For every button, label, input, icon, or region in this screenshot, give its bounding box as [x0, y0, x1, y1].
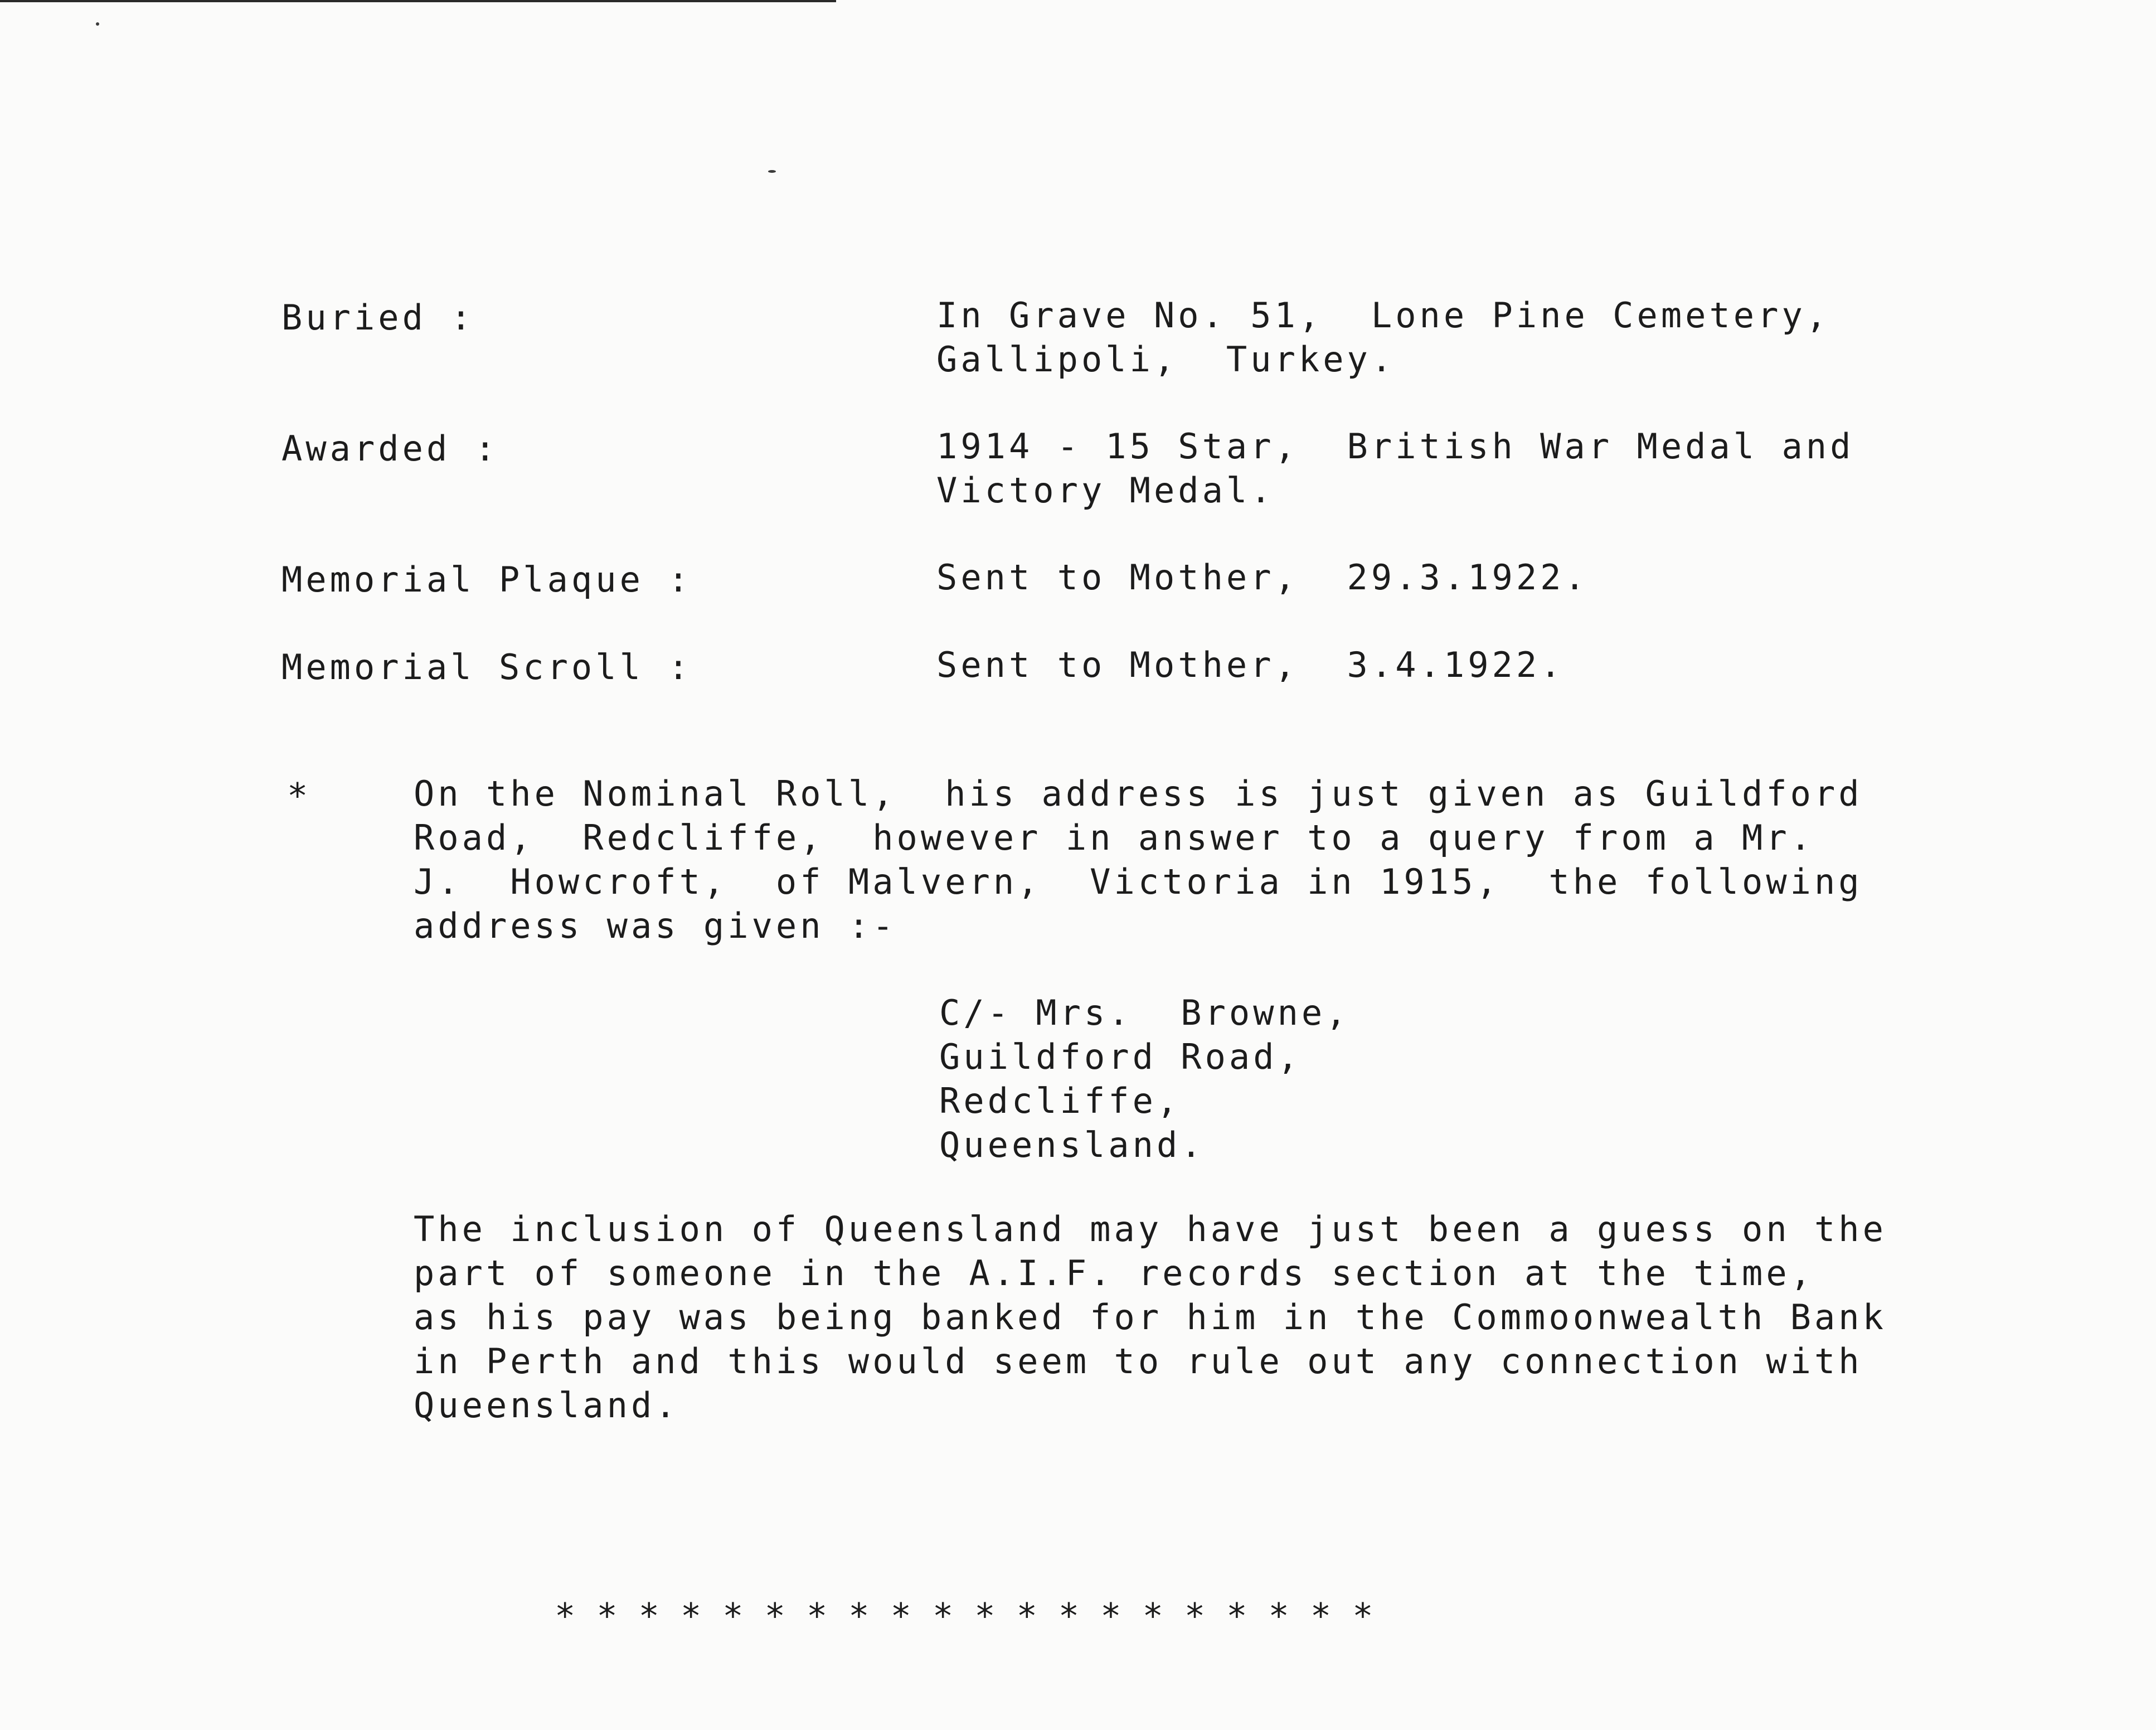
asterisk-divider: ********************	[555, 1596, 1395, 1636]
value-buried-line-2: Gallipoli, Turkey.	[936, 339, 1396, 380]
scan-speck	[768, 170, 776, 173]
address-line-4: Queensland.	[939, 1125, 1205, 1165]
value-awarded-line-2: Victory Medal.	[936, 470, 1275, 511]
top-edge-line	[0, 0, 836, 2]
note-paragraph-line-3: J. Howcroft, of Malvern, Victoria in 1915, the following	[414, 861, 1863, 902]
label-memorial-scroll: Memorial Scroll :	[281, 647, 692, 687]
closing-paragraph-line-3: as his pay was being banked for him in the Commoonwealth Bank	[414, 1297, 1887, 1338]
value-memorial-plaque: Sent to Mother, 29.3.1922.	[936, 557, 1589, 598]
closing-paragraph-line-1: The inclusion of Queensland may have just been a guess on the	[414, 1209, 1887, 1249]
label-awarded: Awarded :	[281, 428, 499, 469]
value-awarded-line-1: 1914 - 15 Star, British War Medal and	[936, 426, 1854, 467]
scan-speck	[96, 22, 99, 26]
value-buried-line-1: In Grave No. 51, Lone Pine Cemetery,	[936, 295, 1830, 336]
label-buried: Buried :	[281, 297, 475, 338]
note-paragraph-line-4: address was given :-	[414, 905, 897, 946]
closing-paragraph-line-4: in Perth and this would seem to rule out any connection with	[414, 1341, 1863, 1382]
closing-paragraph-line-2: part of someone in the A.I.F. records section at the time,	[414, 1253, 1814, 1293]
address-line-3: Redcliffe,	[939, 1080, 1181, 1121]
closing-paragraph-line-5: Queensland.	[414, 1385, 679, 1426]
note-paragraph-line-1: On the Nominal Roll, his address is just given as Guildford	[414, 773, 1863, 814]
note-bullet: *	[287, 776, 312, 816]
address-line-1: C/- Mrs. Browne,	[939, 992, 1350, 1033]
label-memorial-plaque: Memorial Plaque :	[281, 559, 692, 600]
address-line-2: Guildford Road,	[939, 1036, 1302, 1077]
value-memorial-scroll: Sent to Mother, 3.4.1922.	[936, 644, 1565, 685]
note-paragraph-line-2: Road, Redcliffe, however in answer to a query from a Mr.	[414, 817, 1814, 858]
